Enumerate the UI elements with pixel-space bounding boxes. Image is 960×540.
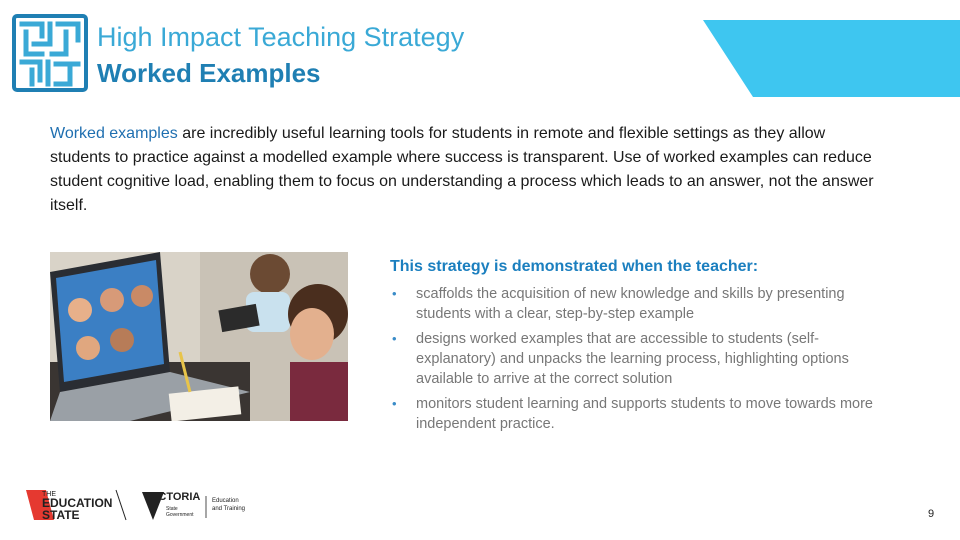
vic-logo-state: State	[166, 506, 178, 512]
list-item	[390, 284, 890, 324]
edu-logo-state: STATE	[42, 508, 80, 522]
bullet-text: monitors student learning and supports students to move towards more independent practice.	[416, 396, 873, 432]
intro-paragraph	[50, 122, 880, 218]
bullet-text: scaffolds the acquisition of new knowledge and skills by presenting students with a clear, step-by-step example	[416, 286, 845, 322]
maze-icon	[12, 14, 88, 92]
bullet-icon: •	[392, 286, 397, 301]
intro-highlight: Worked examples	[50, 125, 178, 142]
bullet-text: designs worked examples that are accessible to students (self-explanatory) and unpacks the learning process, highlighting options available to arrive at the correct solution	[416, 331, 849, 387]
edu-logo-education: EDUCATION	[42, 496, 113, 510]
bullet-icon: •	[392, 331, 397, 346]
edu-logo-the: THE	[42, 491, 56, 498]
vic-logo-name: VICTORIA	[148, 491, 201, 503]
vic-logo-dept2: and Training	[212, 506, 246, 512]
title-line1: High Impact Teaching Strategy	[97, 22, 465, 52]
page-number: 9	[928, 508, 935, 520]
bullet-icon: •	[392, 396, 397, 411]
education-state-logo	[24, 486, 128, 522]
list-item	[390, 394, 890, 434]
vic-logo-dept1: Education	[212, 498, 239, 504]
title-line2: Worked Examples	[97, 58, 321, 88]
vic-logo-government: Government	[166, 512, 194, 518]
strategy-heading: This strategy is demonstrated when the teacher:	[390, 258, 759, 275]
intro-text: are incredibly useful learning tools for students in remote and flexible settings as they allow students to practice against a modelled example where success is transparent. Use of worked examples can reduce student cognitive load, enabling them to focus on understanding a process which leads to an answer, not the answer itself.	[50, 125, 874, 214]
strategy-bullet-list	[390, 284, 890, 439]
list-item	[390, 329, 890, 389]
students-laptop-photo	[50, 252, 348, 421]
accent-banner	[703, 20, 960, 97]
victoria-government-logo	[140, 486, 258, 522]
